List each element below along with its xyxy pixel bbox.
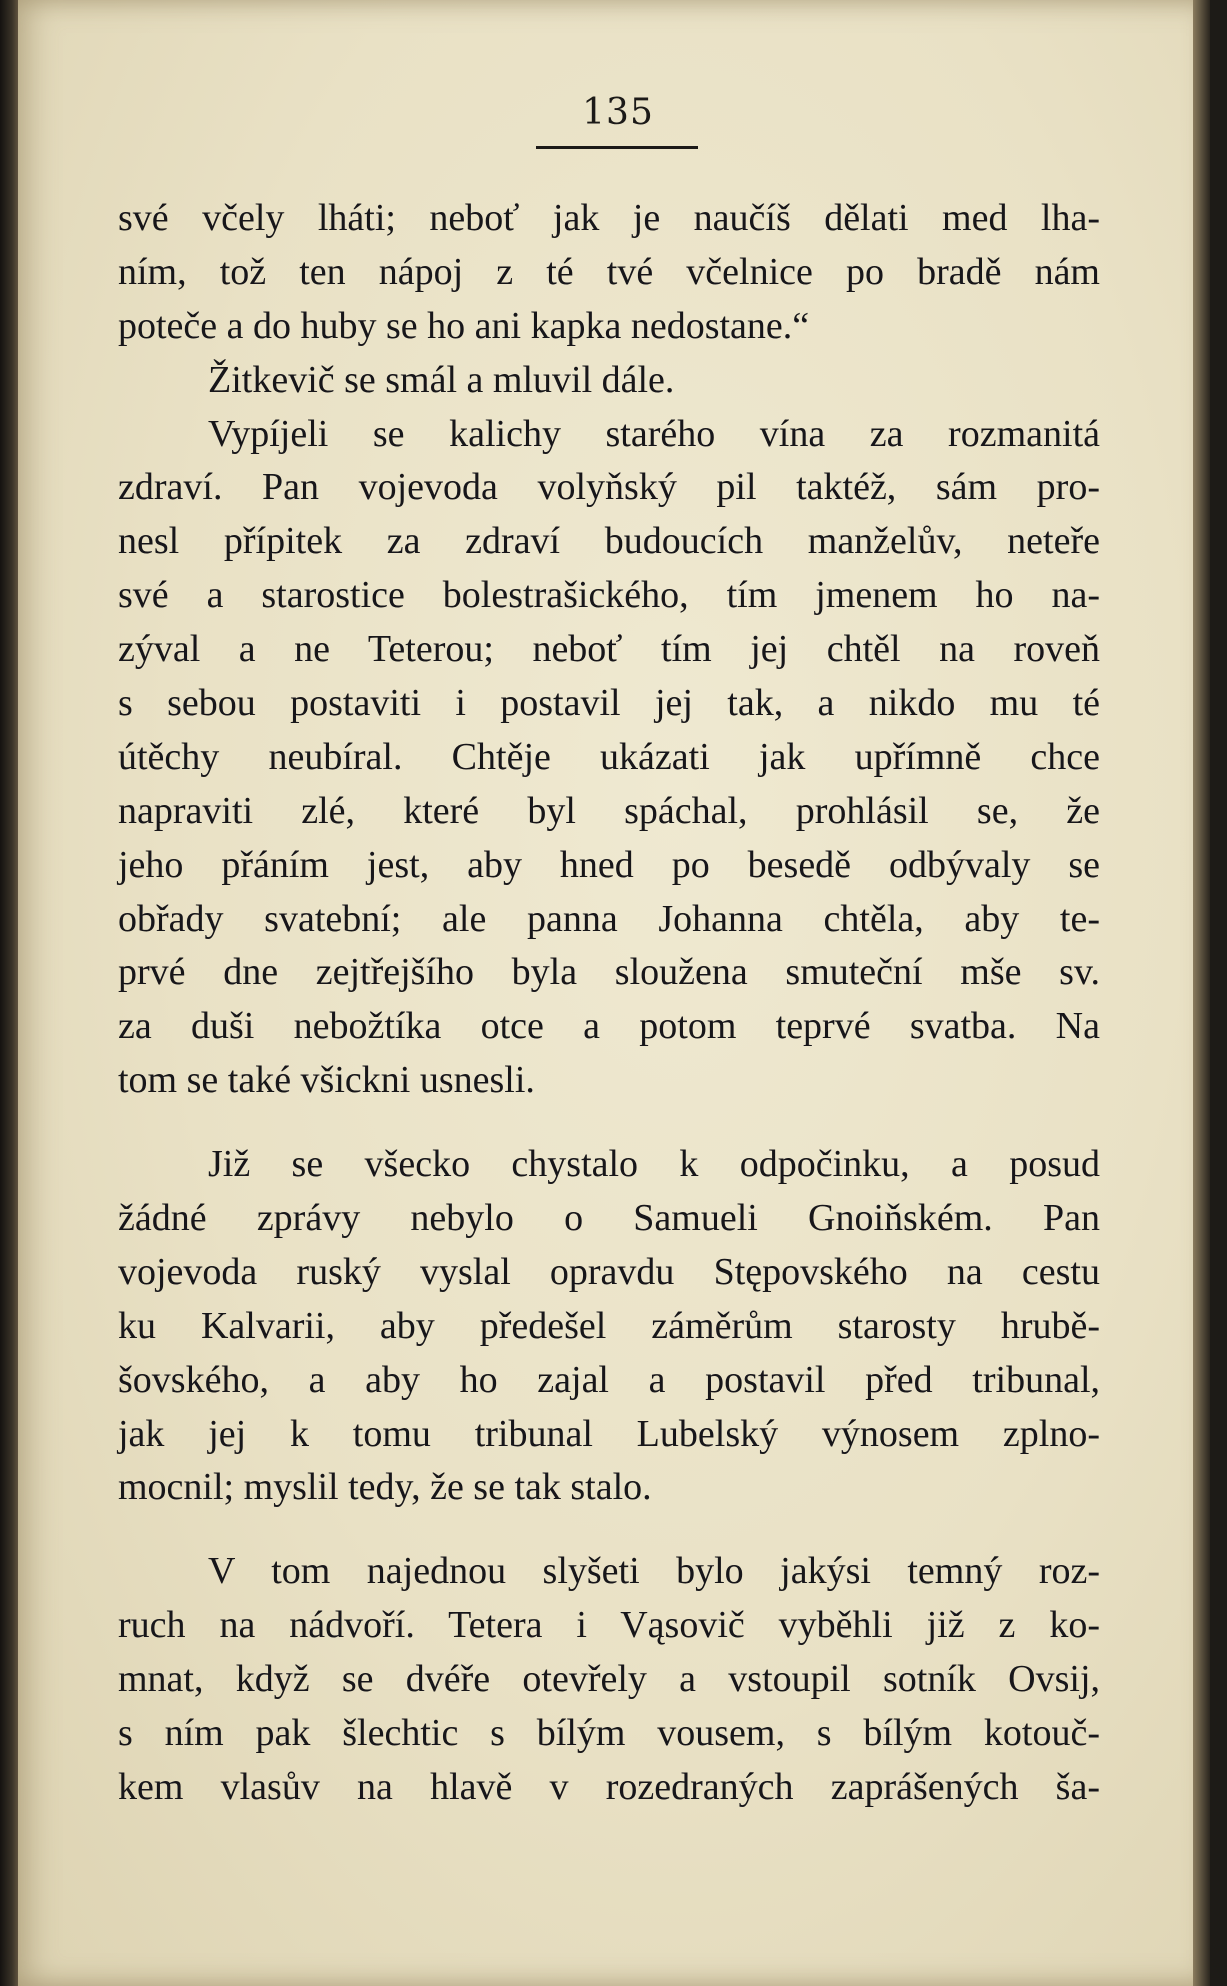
book-spine-shadow — [0, 0, 20, 1986]
text-line: nesl přípitek za zdraví budoucích manželův, neteře — [118, 520, 1100, 563]
text-line: šovského, a aby ho zajal a postavil před tribunal, — [118, 1358, 1100, 1401]
text-line: kem vlasův na hlavě v rozedraných zaprášených ša- — [118, 1765, 1100, 1808]
page-number: 135 — [582, 92, 654, 133]
text-line: Vypíjeli se kalichy starého vína za rozmanitá — [208, 412, 1100, 455]
text-line: Žitkevič se smál a mluvil dále. — [208, 358, 675, 401]
text-line: své včely lháti; neboť jak je naučíš dělati med lha- — [118, 197, 1100, 239]
body-text — [118, 192, 1100, 1815]
text-line: zdraví. Pan vojevoda volyňský pil taktéž, sám pro- — [118, 466, 1100, 509]
text-line: žádné zprávy nebylo o Samueli Gnoiňském. Pan — [118, 1197, 1100, 1240]
text-line: tom se také všickni usnesli. — [118, 1059, 535, 1102]
text-line: s sebou postaviti i postavil jej tak, a nikdo mu té — [118, 682, 1100, 725]
text-line: Již se všecko chystalo k odpočinku, a posud — [208, 1143, 1100, 1186]
text-line: ku Kalvarii, aby předešel záměrům starosty hrubě- — [118, 1304, 1100, 1347]
text-line: za duši nebožtíka otce a potom teprvé svatba. Na — [118, 1005, 1100, 1048]
text-line: mocnil; myslil tedy, že se tak stalo. — [118, 1466, 652, 1509]
page-number-underline — [536, 146, 698, 149]
text-line: ním, tož ten nápoj z té tvé včelnice po bradě nám — [118, 250, 1100, 293]
text-line: prvé dne zejtřejšího byla sloužena smuteční mše sv. — [118, 951, 1100, 994]
text-line: mnat, když se dvéře otevřely a vstoupil sotník Ovsij, — [118, 1658, 1100, 1701]
paragraph-gap — [118, 1108, 1100, 1138]
paragraph-gap — [118, 1515, 1100, 1545]
text-line: útěchy neubíral. Chtěje ukázati jak upřímně chce — [118, 735, 1100, 778]
text-line: s ním pak šlechtic s bílým vousem, s bílým kotouč- — [118, 1712, 1100, 1755]
text-line: obřady svatební; ale panna Johanna chtěla, aby te- — [118, 897, 1100, 940]
book-page — [18, 0, 1210, 1986]
text-line: napraviti zlé, které byl spáchal, prohlásil se, že — [118, 789, 1100, 832]
text-line: vojevoda ruský vyslal opravdu Stępovského na cestu — [118, 1250, 1100, 1293]
text-line: své a starostice bolestrašického, tím jmenem ho na- — [118, 574, 1100, 617]
text-line: ruch na nádvoří. Tetera i Vąsovič vyběhli již z ko- — [118, 1604, 1100, 1647]
text-line: jak jej k tomu tribunal Lubelský výnosem zplno- — [118, 1412, 1100, 1455]
text-line: poteče a do huby se ho ani kapka nedostane.“ — [118, 304, 810, 347]
text-line: jeho přáním jest, aby hned po besedě odbývaly se — [118, 843, 1100, 886]
page-edge — [1193, 0, 1210, 1986]
text-line: zýval a ne Teterou; neboť tím jej chtěl na roveň — [118, 628, 1100, 671]
text-line: V tom najednou slyšeti bylo jakýsi temný roz- — [208, 1550, 1100, 1593]
